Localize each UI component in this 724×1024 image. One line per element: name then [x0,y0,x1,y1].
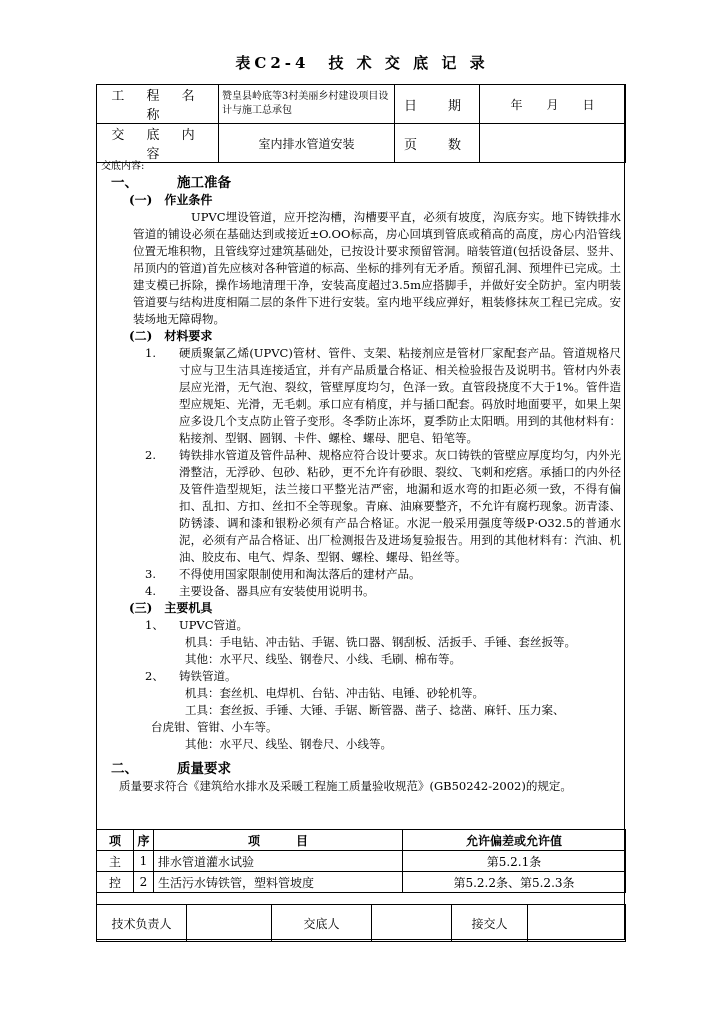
table-row [97,872,626,893]
content-label: 交底内容: [101,161,145,172]
list-item [101,566,621,583]
work-conditions-text: UPVC埋设管道，应开挖沟槽，沟槽要平直，必须有坡度，沟底夯实。地下铸铁排水管道的铺设必须在基础达到或接近±O.OO标高，房心回填到管底或稍高的高度，房心内沿管线位置无堆积物，且管线穿过建筑基础处，已按设计要求预留管洞。暗装管道(包括设备层、竖井、吊顶内的管道)首先应核对各种管道的标高、坐标的排列有无矛盾。预留孔洞、预埋件已完成。土建支模已拆除，操作场地清理干净，安装高度超过3.5m应搭脚手，并做好安全防护。室内明装管道要与结构进度相隔二层的条件下进行安装。室内地平线应弹好，粗装修抹灰工程已完成。安装场地无障碍物。 [133,210,621,326]
tool-group-title: 铸铁管道。 [179,669,237,683]
subsection-heading: (三) 主要机具 [129,601,213,615]
tool-group [101,617,621,634]
page-value[interactable] [480,124,626,163]
document-title: 表C2-4 技 术 交 底 记 录 [235,54,489,72]
item-number: 2. [145,448,156,462]
tool-line: 其他：水平尺、线坠、钢卷尺、小线、毛刷、棉布等。 [185,652,461,666]
topic-value[interactable]: 室内排水管道安装 [219,124,395,163]
table-row [97,851,626,872]
section-title: 施工准备 [177,175,231,191]
list-item [101,447,621,566]
receiver-label: 接交人 [452,905,528,942]
table-cell: 生活污水铸铁管，塑料管坡度 [154,872,403,893]
table-cell: 排水管道灌水试验 [154,851,403,872]
quality-table [96,829,626,893]
receiver-field[interactable] [528,905,626,942]
date-value[interactable]: 年 月 日 [480,85,626,124]
column-header: 项 [97,830,134,851]
item-number: 4. [145,584,156,598]
tool-group-title: UPVC管道。 [179,618,249,632]
list-item [101,583,621,600]
content-body [101,158,621,795]
discloser-field[interactable] [372,905,452,942]
item-number: 3. [145,567,156,581]
item-number: 2、 [145,669,164,683]
list-item [101,345,621,447]
section-number: 二、 [111,761,138,777]
project-name-value[interactable]: 赞皇县岭底等3村美丽乡村建设项目设计与施工总承包 [219,85,395,124]
section-title: 质量要求 [177,761,231,777]
table-cell: 第5.2.2条、第5.2.3条 [403,872,626,893]
item-number: 1、 [145,618,164,632]
item-text: 主要设备、器具应有安装使用说明书。 [179,584,375,598]
date-label: 日 期 [395,85,480,124]
table-cell: 主 [97,851,134,872]
topic-label: 交 底 内 容 [97,124,219,163]
table-cell: 1 [134,851,154,872]
column-header: 序 [134,830,154,851]
tool-line: 工具：套丝扳、手锤、大锤、手锯、断管器、凿子、捻凿、麻钎、压力案、 [185,703,565,717]
tech-lead-field[interactable] [187,905,272,942]
quality-text: 质量要求符合《建筑给水排水及采暖工程施工质量验收规范》(GB50242-2002)的规定。 [119,779,572,793]
project-name-label: 工 程 名 称 [97,85,219,124]
tool-line: 机具：手电钻、冲击钻、手锯、铣口器、钢刮板、活扳手、手锤、套丝扳等。 [185,635,576,649]
section-number: 一、 [111,175,138,191]
item-number: 1. [145,346,156,360]
item-text: 不得使用国家限制使用和淘汰落后的建材产品。 [179,567,421,581]
page-label: 页 数 [395,124,480,163]
subsection-heading: (二) 材料要求 [129,329,213,343]
tech-lead-label: 技术负责人 [97,905,187,942]
tool-line: 机具：套丝机、电焊机、台钻、冲击钻、电锤、砂轮机等。 [185,686,484,700]
section-heading-prep [101,175,621,192]
tool-group [101,668,621,685]
tool-line: 台虎钳、管钳、小车等。 [151,720,278,734]
subsection-heading: (一) 作业条件 [129,193,213,207]
table-cell: 控 [97,872,134,893]
table-cell: 第5.2.1条 [403,851,626,872]
item-text: 铸铁排水管道及管件品种、规格应符合设计要求。灰口铸铁的管壁应厚度均匀，内外光滑整洁，无浮砂、包砂、粘砂，更不允许有砂眼、裂纹、飞刺和疙瘩。承插口的内外径及管件造型规矩，法兰接口平整光洁严密，地漏和返水弯的扣距必须一致，不得有偏扣、乱扣、方扣、丝扣不全等现象。青麻、油麻要整齐，不允许有腐朽现象。沥青漆、防锈漆、调和漆和银粉必须有产品合格证。水泥一般采用强度等级P·O32.5的普通水泥，必须有产品合格证、出厂检测报告及进场复验报告。用到的其他材料有：汽油、机油、胶皮布、电气、焊条、型钢、螺栓、螺母、铅丝等。 [179,448,621,564]
signature-table [96,904,626,942]
column-header: 项 目 [154,830,403,851]
discloser-label: 交底人 [272,905,372,942]
section-heading-quality [101,761,621,778]
header-table [96,84,626,163]
column-header: 允许偏差或允许值 [403,830,626,851]
table-cell: 2 [134,872,154,893]
item-text: 硬质聚氯乙烯(UPVC)管材、管件、支架、粘接剂应是管材厂家配套产品。管道规格尺寸应与卫生洁具连接适宜，并有产品质量合格证、相关检验报告及说明书。管材内外表层应光滑，无气泡、裂纹，管壁厚度均匀，色泽一致。直管段挠度不大于1%。管件造型应规矩、光滑，无毛刺。承口应有梢度，并与插口配套。码放时地面要平，如果上架应多设几个支点防止管子变形。冬季防止冻坏，夏季防止太阳晒。用到的其他材料有：粘接剂、型钢、圆钢、卡件、螺栓、螺母、肥皂、铅笔等。 [179,346,621,445]
tool-line: 其他：水平尺、线坠、钢卷尺、小线等。 [185,737,392,751]
